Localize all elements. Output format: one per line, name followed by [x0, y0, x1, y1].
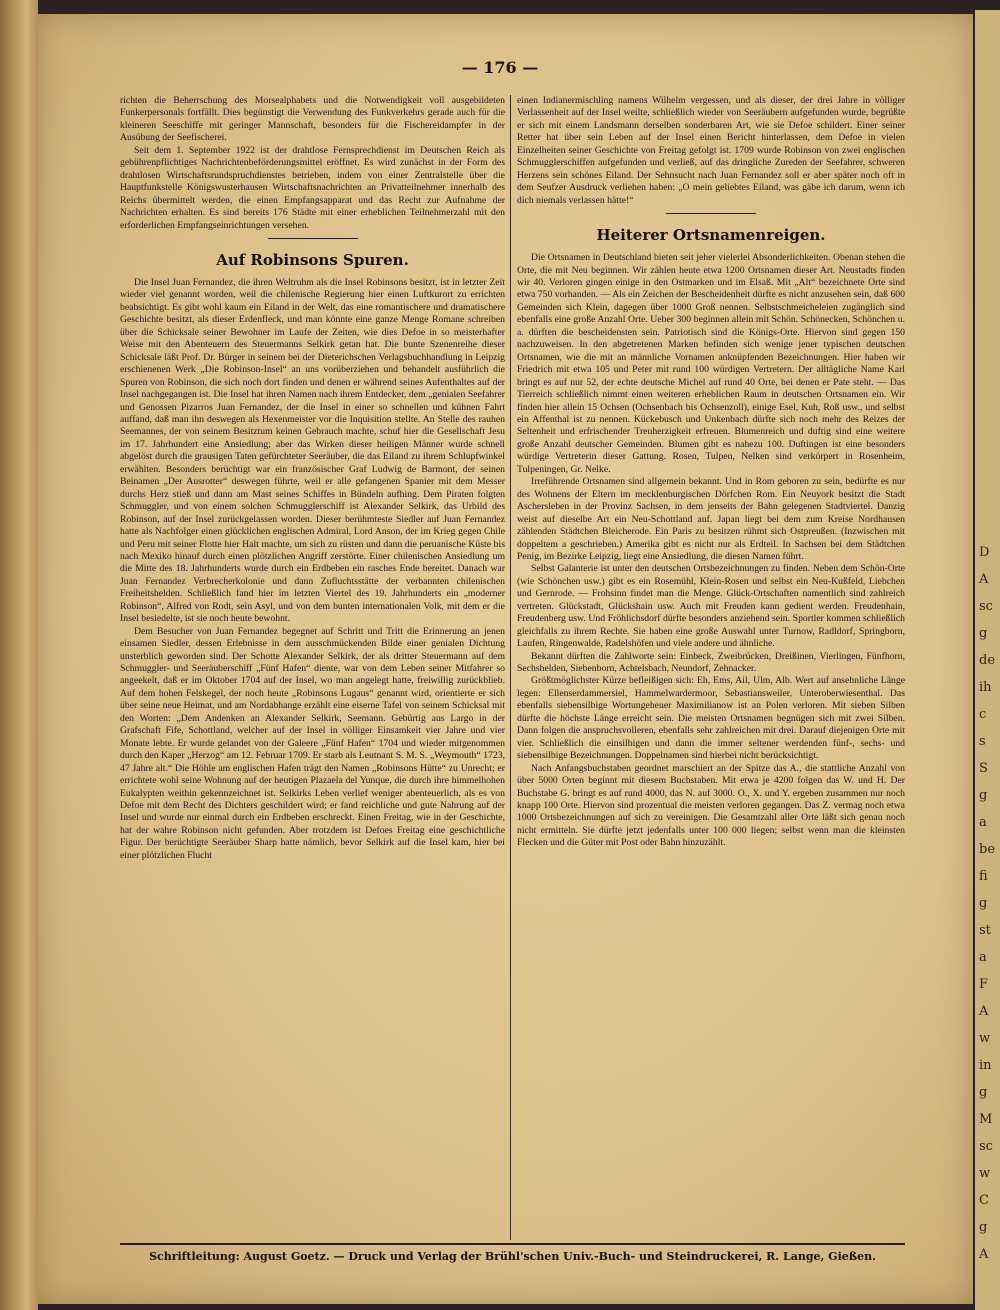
- right-column: [517, 95, 905, 1240]
- adjacent-page-fragment: D: [979, 545, 990, 560]
- article-headline: Auf Robinsons Spuren.: [216, 250, 409, 269]
- adjacent-page-fragment: st: [979, 923, 991, 938]
- paragraph: Größtmöglichster Kürze befleißigen sich: Eh, Ems, Ail, Ulm, Alb. Wert auf ansehnliche Länge legen: Ellenserdammersiel, Hammelwardermoor, Sebastiansweiler, Unteroberwiesenthal. Das ebenfalls siebensilbige Wortungeheuer Maximilianow ist an Polen verloren. Mit sieben Silben dürfte die höchste Länge erreicht sein. Die meisten Ortsnamen begnügen sich mit zwei Silben. Dann folgen die anspruchsvolleren, ebenfalls sehr zahlreichen mit drei. Darauf diejenigen Orte mit vier. Schließlich die einsilbigen und dann die immer seltener werdenden fünf-, sechs- und siebensilbige Bezeichnungen. Doppelnamen sind hierbei nicht berücksichtigt.: [517, 675, 905, 762]
- footer-rule: [120, 1243, 905, 1245]
- adjacent-page-fragment: S: [979, 761, 988, 776]
- paragraph: richten die Beherrschung des Morsealphabets und die Notwendigkeit voll ausgebildeten Funkerpersonals fortfällt. Dies begünstigt die Verwendung des Funkverkehrs gerade auch für die kleineren Seeschiffe mit geringer Mannschaft, besonders für die Fischereidampfer in der Ausübung der Seefischerei.: [120, 95, 505, 144]
- adjacent-page-fragment: a: [979, 950, 987, 965]
- paragraph: Die Insel Juan Fernandez, die ihren Weltruhm als die Insel Robinsons besitzt, ist in letzter Zeit wieder viel genannt worden, weil die chilenische Regierung hier einen Luftkurort zu errichten beabsichtigt. Es gibt wohl kaum ein Eiland in der Welt, das eine romantischere und dramatischere Geschichte besitzt, als dieser Erdenfleck, und man könnte eine ganze Menge Romane schreiben über die Schicksale seiner Bewohner im Laufe der Zeiten, wie dies Defoe in so meisterhafter Weise mit den Abenteuern des Steuermanns Selkirk getan hat. Die bunte Szenenreihe dieser Schicksale läßt Prof. Dr. Bürger in seinem bei der Dieterichschen Verlagsbuchhandlung in Leipzig erschienenen Werk „Die Robinson-Insel“ an uns vorüberziehen und behandelt ausführlich die Spuren von Robinson, die sich noch dort finden und denen er während seines Aufenthaltes auf der Insel nachgegangen ist. Die Insel hat ihren Namen nach ihrem Entdecker, dem „genialen Seefahrer und Genossen Pizarros Juan Fernandez, der die Insel in einer so schnellen und kühnen Fahrt auffand, daß man ihn deswegen als Hexenmeister vor die Inquisition stellte. An Stelle des rauhen Seemannes, der von seinem Besitztum keinen Gebrauch machte, schuf hier die Gesellschaft Jesu im 17. Jahrhundert eine Ansiedlung; aber das Wirken dieser heiligen Männer wurde schnell abgelöst durch die grausigen Taten gefürchteter Seeräuber, die das Eiland zu ihrem Schlupfwinkel erwählten. Besonders berüchtigt war ein französischer Graf Ludwig de Barmont, der seinen Beinamen „Der Ausrotter“ deswegen führte, weil er alle gefangenen Spanier mit dem Messer durchs Herz stieß und dann am Mast seines Schiffes in Bündeln aufhing. Dem Piraten folgten Schmuggler, und von einem solchen Schmugglerschiff ist Alexander Selkirk, das Urbild des Robinson, auf der Insel zurückgelassen worden. Dieser berühmteste Siedler auf Juan Fernandez hatte als Nachfolger einen glücklichen englischen Admiral, Lord Anson, der im Krieg gegen Chile und Peru mit seiner Flotte hier Halt machte, um sich zu rüsten und dann die peruanische Küste bis nach Mexiko hinauf durch einen plötzlichen Angriff zerstörte. Einer chilenischen Ansiedlung um die Mitte des 18. Jahrhunderts wurde durch ein Erdbeben ein rasches Ende bereitet. Danach war Juan Fernandez Verbrecherkolonie und dann Zufluchtsstätte der verbannten chilenischen Freiheitshelden. Schließlich fand hier im letzten Viertel des 19. Jahrhunderts ein „moderner Robinson“, Alfred von Rodt, sein Asyl, und von dem bunten internationalen Volk, mit dem er die Insel besiedelte, ist sie noch heute bewohnt.: [120, 276, 505, 625]
- adjacent-page-fragment: ih: [979, 680, 992, 695]
- imprint-footer: Schriftleitung: August Goetz. — Druck und Verlag der Brühl'schen Univ.-Buch- und Steindruckerei, R. Lange, Gießen.: [149, 1250, 876, 1263]
- paragraph: Dem Besucher von Juan Fernandez begegnet auf Schritt und Tritt die Erinnerung an jenen einsamen Siedler, dessen Erlebnisse in dem ausschmückenden Bilde einer genialen Dichtung unsterblich geworden sind. Der Schotte Alexander Selkirk, der als dritter Steuermann auf dem Schmuggler- und Seeräuberschiff „Fünf Hafen“ diente, war von dem Leben seiner Mitfahrer so angeekelt, daß er im Oktober 1704 auf der Insel, wo man angelegt hatte, freiwillig zurückblieb. Auf dem hohen Felskegel, der noch heute „Robinsons Lugaus“ genannt wird, orientierte er sich über seine neue Heimat, und am Nordabhange erzählt eine eiserne Tafel von seinem Schicksal mit den Worten: „Dem Andenken an Alexander Selkirk, Seemann. Gebürtig aus Largo in der Grafschaft Fife, Schottland, welcher auf der Insel in völliger Einsamkeit vier Jahre und vier Monate lebte. Er wurde gelandet von der Galeere „Fünf Hafen“ 1704 und wieder mitgenommen durch den Kaper „Herzog“ am 12. Februar 1709. Er starb als Leutnant S. M. S. „Weymouth“ 1723, 47 Jahre alt.“ Die Höhle am englischen Hafen trägt den Namen „Robinsons Hütte“ zu Unrecht; er errichtete wohl seine Wohnung auf der heutigen Plazaela del Yunque, die durch ihre himmelhohen Eukalypten weithin gekennzeichnet ist. Selkirks Leben verlief weniger abenteuerlich, als es von Defoe mit dem Recht des Dichters geschildert wird; er fand reichliche und gute Nahrung auf der Insel und wurde nur einmal durch ein Erdbeben erschreckt. Einen Freitag, wie in der Geschichte, hat der wahre Robinson nicht gefunden. Aber trotzdem ist Defoes Freitag eine geschichtliche Figur. Der berüchtigte Seeräuber Sharp hatte nämlich, bevor Selkirk auf die Insel kam, hier bei einer plötzlichen Flucht: [120, 625, 505, 861]
- section-divider: [666, 213, 756, 214]
- adjacent-page-fragment: F: [979, 977, 989, 992]
- adjacent-page-fragment: C: [979, 1193, 989, 1208]
- paragraph: Irreführende Ortsnamen sind allgemein bekannt. Und in Rom geboren zu sein, bedürfte es nur des Wohnens der Eltern im mecklenburgischen Dörfchen Rom. Ein Neuyork besitzt die Stadt Aschersleben in der Provinz Sachsen, in dem jenseits der Bahn gelegenen Stadtviertel. Danzig weist auf dieselbe Art ein Neu-Schottland auf. Japan liegt bei dem zum Kreise Nordhausen zählenden Städtchen Bleicherode. Ein Paris zu besitzen rühmt sich Ostpreußen. (Inzwischen mit doppeltem a geschrieben.) Amerika gibt es nicht nur als Erdteil. In Sachsen bei dem Städtchen Penig, im Bezirke Leipzig, liegt eine Ansiedlung, die diesen Namen führt.: [517, 476, 905, 562]
- adjacent-page-fragment: sc: [979, 1139, 993, 1154]
- adjacent-page-fragment: g: [979, 788, 988, 803]
- adjacent-page-fragment: g: [979, 1220, 988, 1235]
- book-binding: [0, 0, 38, 1310]
- adjacent-page-fragment: g: [979, 1085, 988, 1100]
- column-divider: [510, 95, 511, 1240]
- adjacent-page-fragment: w: [979, 1166, 991, 1181]
- adjacent-page-fragment: de: [979, 653, 996, 668]
- continued-text: [517, 95, 905, 207]
- article-body: [517, 252, 905, 850]
- adjacent-page-edge: [975, 10, 1000, 1310]
- adjacent-page-fragment: fi: [979, 869, 988, 884]
- adjacent-page-fragment: s: [979, 734, 986, 749]
- article-body: [120, 277, 505, 862]
- left-column: [120, 95, 505, 1240]
- article-headline: Heiterer Ortsnamenreigen.: [596, 226, 826, 245]
- paragraph: Nach Anfangsbuchstaben geordnet marschiert an der Spitze das A., die stattliche Anzahl von über 5000 Orten beginnt mit diesem Buchstaben. Mit etwa je 4200 folgen das W. und H. Der Buchstabe G. bringt es auf rund 4000, das N. auf 3000. O., X. und Y. ergeben zusammen nur noch knapp 100 Orte. Hiervon sind prozentual die meisten verloren gegangen. Das Z. vermag noch etwa 1000 Ortsbezeichnungen auf sich zu vereinigen. Die Gesamtzahl aller Orte läßt sich genau noch nicht ermitteln. Sie dürfte jetzt jedenfalls unter 100 000 liegen; selbst wenn man die kleinsten Flecken und die Güter mit Post oder Bahn hinzuzählt.: [517, 762, 905, 849]
- adjacent-page-fragment: w: [979, 1031, 991, 1046]
- adjacent-page-fragment: c: [979, 707, 987, 722]
- adjacent-page-fragment: g: [979, 896, 988, 911]
- adjacent-page-fragment: A: [979, 572, 989, 587]
- adjacent-page-fragment: be: [979, 842, 996, 857]
- page-number: — 176 —: [461, 58, 539, 77]
- paragraph: Bekannt dürften die Zahlworte sein: Einbeck, Zweibrücken, Dreißinen, Vierlingen, Fünfhorn, Sechshelden, Siebenborn, Achtelsbach, Neundorf, Zehnacker.: [517, 650, 905, 675]
- paragraph: einen Indianermischling namens Wilhelm vergessen, und als dieser, der drei Jahre in völliger Verlassenheit auf der Insel weilte, schließlich wieder von Seeräubern aufgefunden wurde, begrüßte er sich mit einem Landsmann derselben sonderbaren Art, wie sie Defoe schildert. Einer seiner Retter hat über sein Leben auf der Insel einen Bericht hinterlassen, dem Defoe in vielen Einzelheiten seiner Geschichte von Freitag gefolgt ist. 1709 wurde Robinson von zwei englischen Schmugglerschiffen aufgefunden und verließ, auf das dringliche Zureden der Seefahrer, schweren Herzens sein schönes Eiland. Der Sehnsucht nach Juan Fernandez soll er aber später noch oft in dem Seufzer Ausdruck verliehen haben: „O mein geliebtes Eiland, was gäbe ich darum, wenn ich dich niemals verlassen hätte!“: [517, 95, 905, 206]
- adjacent-page-fragment: a: [979, 815, 987, 830]
- adjacent-page-fragment: g: [979, 626, 988, 641]
- adjacent-page-fragment: M: [979, 1112, 993, 1127]
- adjacent-page-fragment: in: [979, 1058, 992, 1073]
- paragraph: Die Ortsnamen in Deutschland bieten seit jeher vielerlei Absonderlichkeiten. Obenan stehen die Orte, die mit Neu beginnen. Wir zählen heute etwa 1200 Ortsnamen dieser Art. Neustadts finden wir 40. Verloren gingen einige in den Ostmarken und im Elsaß. Mit „Alt“ bezeichnete Orte sind etwa 750 vorhanden. — Als ein Zeichen der Bescheidenheit dürfte es nicht anzusehen sein, daß 600 Gemeinden sich Klein, dagegen über 1000 Groß nennen. Selbstschmeicheleien zugänglich sind ebenfalls eine große Anzahl Orte. Ueber 300 beginnen allein mit Schön. Schönecken, Schönchen u. a. dürften die bescheidensten sein. Patriotisch sind die Königs-Orte. Hiervon sind gegen 150 nachzuweisen. In den abgetretenen Marken befinden sich wenige jener typischen deutschen Ortsnamen, wie die mit an männliche Vornamen anknüpfenden Bezeichnungen. Hier haben wir Friedrich mit etwa 105 und Peter mit rund 100 würdigen Vertretern. Der alltägliche Name Karl bringt es auf nur 52, der echte deutsche Michel auf rund 40 Orte, bei denen er Pate steht. — Das Tierreich schließlich nimmt einen weiteren erheblichen Raum in deutschen Ortsnamen ein. Wir finden hier allein 15 Ochsen (Ochsenbach bis Ochsenzoll), einige Esel, Kuh, Roß usw., und selbst ein Affenthal ist zu nennen. Kückebusch und Unkenbach dürfte sich noch mehr des Reizes der Seltenheit und erfrischender Treuherzigkeit erfreuen. Blumenreich und duftig sind eine weitere große Anzahl deutscher Gemeinden. Blumen gibt es nahezu 100. Duftingen ist eine besonders würdige Vertreterin dieser Gattung. Rosen, Tulpen, Nelken sind verkörpert in Rosenheim, Tulpeningen, Gr. Nelke.: [517, 252, 905, 475]
- paragraph: Seit dem 1. September 1922 ist der drahtlose Fernsprechdienst im Deutschen Reich als gebührenpflichtiges Nachrichtenbeförderungsmittel eröffnet. Es wird zunächst in der Form des drahtlosen Wirtschaftsrundspruchdienstes betrieben, indem von einer Zentralstelle über die Hauptfunkstelle Königswusterhausen Wirtschaftsnachrichten an Privatteilnehmer innerhalb des Reichs übermittelt werden, die einen Empfangsapparat und das Recht zur Aufnahme der Nachrichten erhalten. Es sind bereits 176 Städte mit einer erheblichen Teilnehmerzahl mit den erforderlichen Empfangseinrichtungen versehen.: [120, 144, 505, 231]
- adjacent-page-fragment: sc: [979, 599, 993, 614]
- paragraph: Selbst Galanterie ist unter den deutschen Ortsbezeichnungen zu finden. Neben dem Schön-Orte (wie Schönchen usw.) gibt es ein Rosemühl, Klein-Rosen und selbst ein Neu-Kußfeld, Liebchen und Gernrode. — Frohsinn findet man die Menge. Glück-Ortschaften namentlich sind zahlreich vertreten. Glückstadt, Glückshain usw. Auch mit Freuden kann gedient werden. Freudenhain, Freudenberg usw. Und Fröhlichsdorf dürfte besonders anziehend sein. Sportler kommen schließlich gleichfalls zu ihrem Rechte. Sie haben eine große Auswahl unter Turnow, Radldorf, Springborn, Laufen, Ringenwalde, Radelshöfen und viele andere und ähnliche.: [517, 563, 905, 650]
- adjacent-page-fragment: A: [979, 1004, 989, 1019]
- section-divider: [268, 238, 358, 239]
- intro-text: [120, 95, 505, 232]
- adjacent-page-fragment: A: [979, 1247, 989, 1262]
